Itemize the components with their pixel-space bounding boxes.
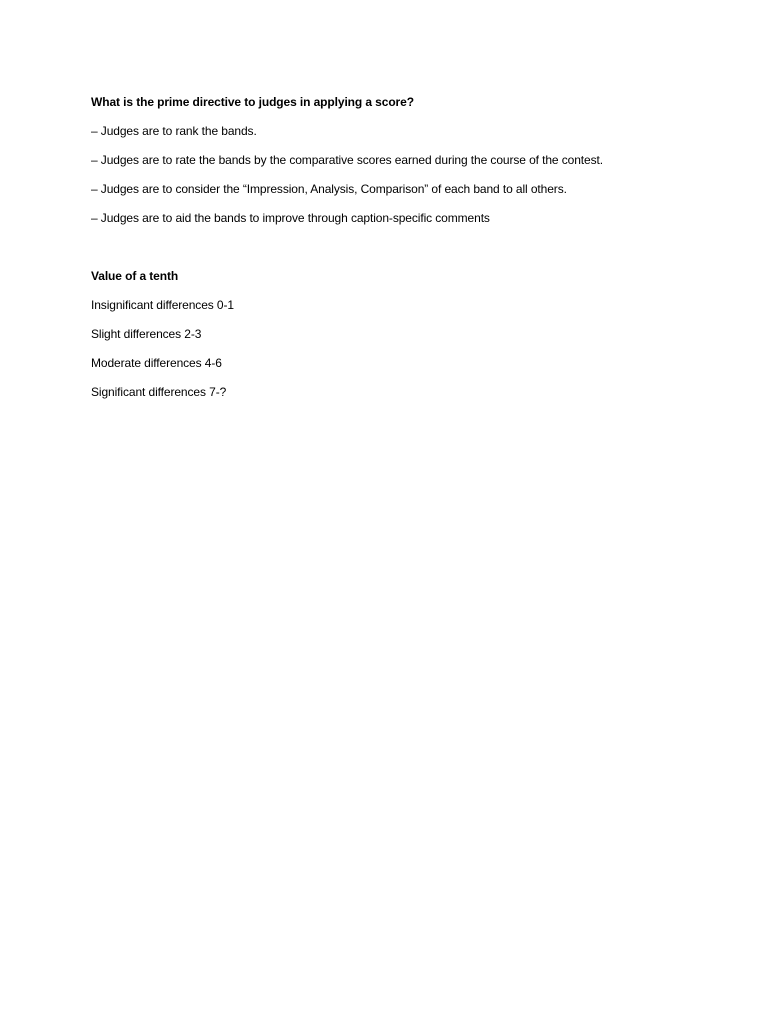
value-item-significant: Significant differences 7-?	[91, 385, 227, 399]
section-heading-value-of-tenth: Value of a tenth	[91, 269, 179, 283]
section-heading-prime-directive: What is the prime directive to judges in applying a score?	[91, 95, 414, 109]
directive-item-aid: – Judges are to aid the bands to improve through caption-specific comments	[91, 211, 490, 225]
directive-item-consider: – Judges are to consider the “Impression, Analysis, Comparison” of each band to all others.	[91, 182, 567, 196]
value-item-moderate: Moderate differences 4-6	[91, 356, 222, 370]
value-item-slight: Slight differences 2-3	[91, 327, 202, 341]
value-item-insignificant: Insignificant differences 0-1	[91, 298, 234, 312]
directive-item-rate: – Judges are to rate the bands by the comparative scores earned during the course of the contest.	[91, 153, 603, 167]
directive-item-rank: – Judges are to rank the bands.	[91, 124, 257, 138]
